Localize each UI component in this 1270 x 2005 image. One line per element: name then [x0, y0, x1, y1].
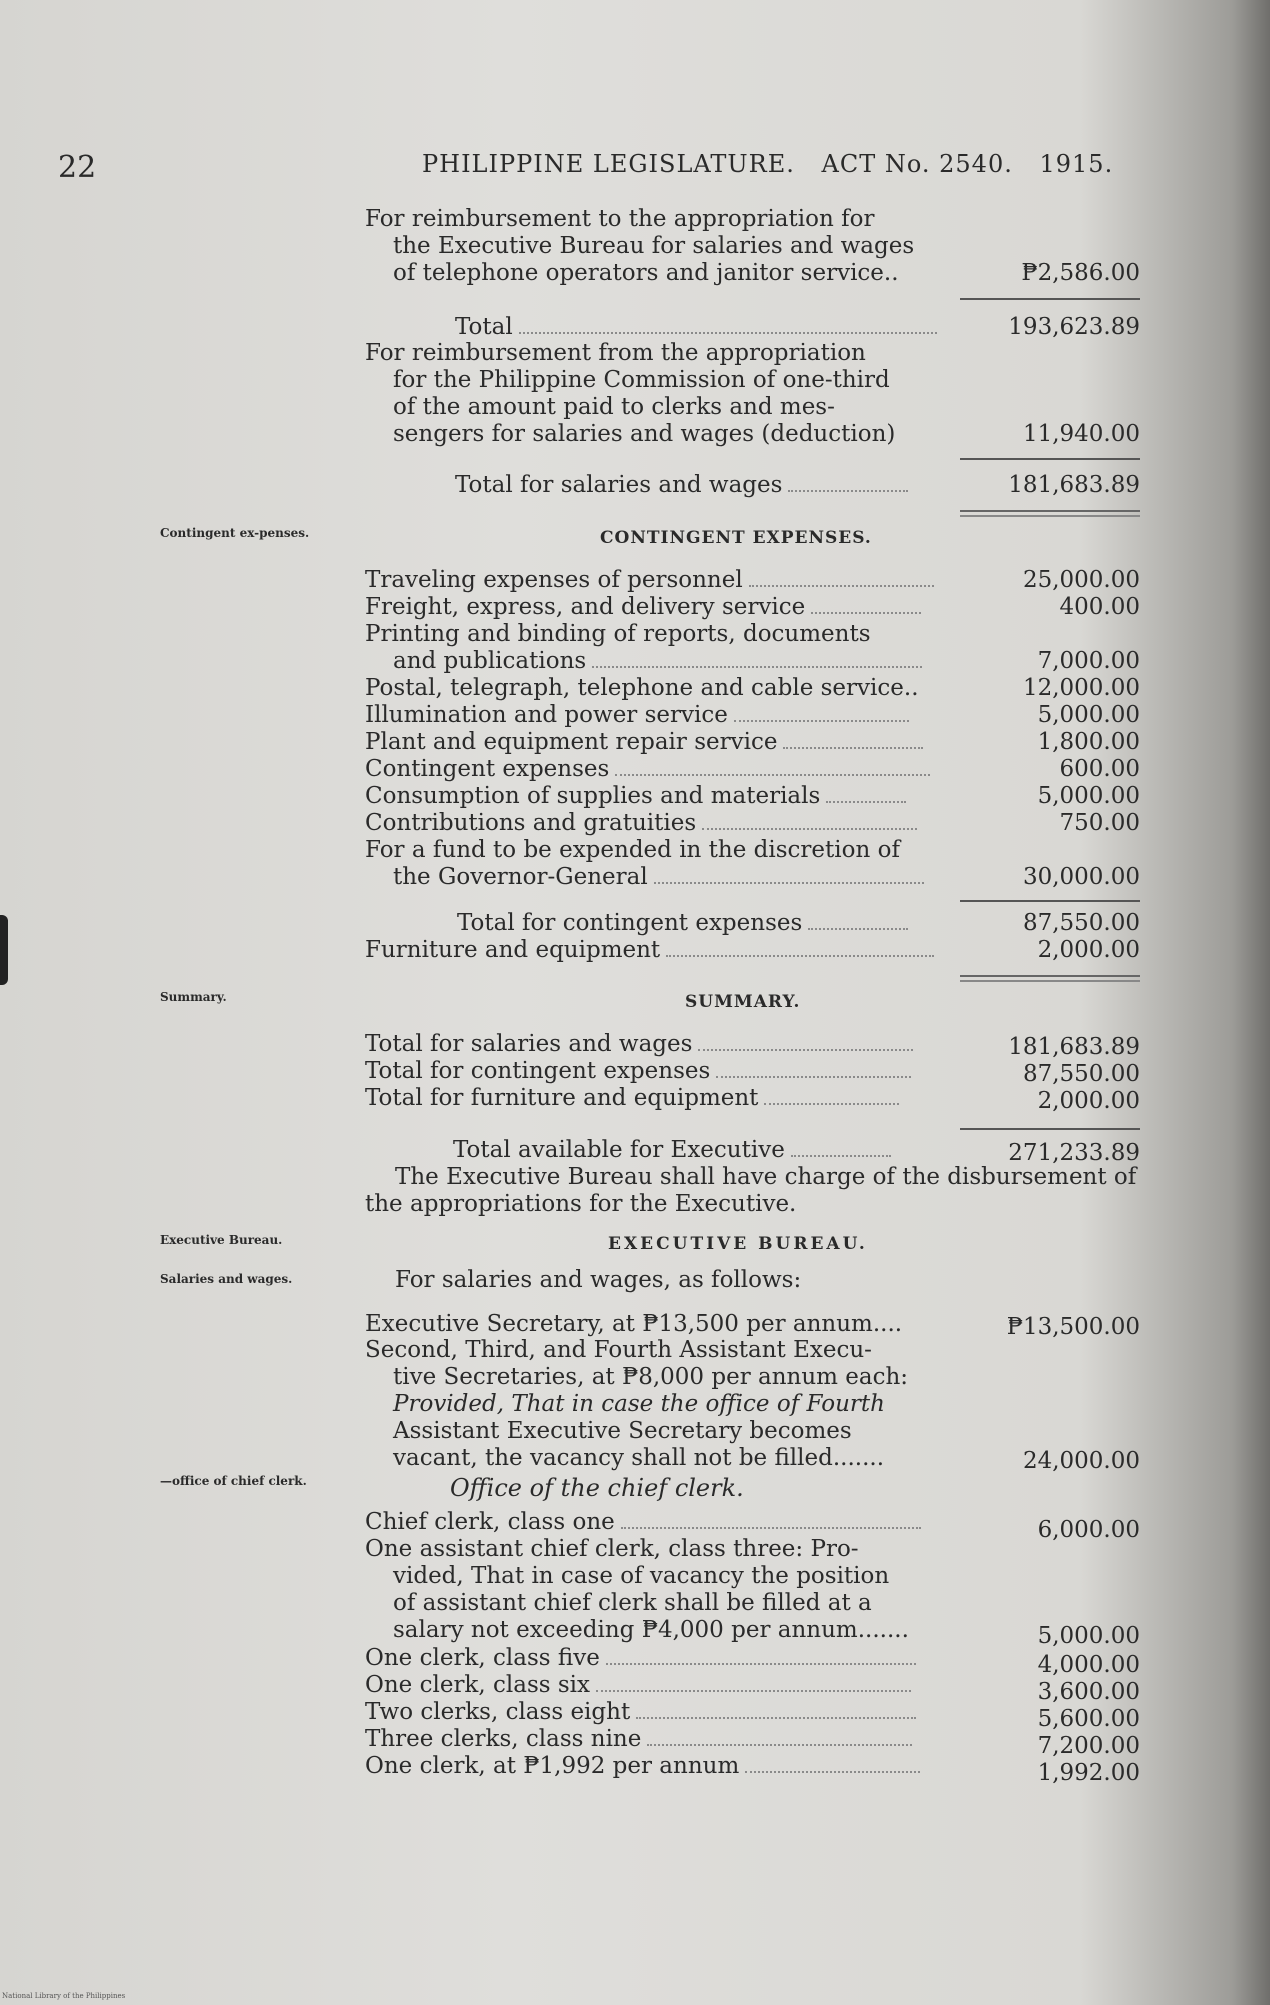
list-item: Traveling expenses of personnel — [365, 567, 960, 594]
list-item: the Governor-General — [365, 864, 960, 891]
reimburse-exec-desc: For reimbursement to the appropriation for the Executive Bureau for salaries and wages of telephone operators and janitor service.. — [365, 206, 915, 286]
running-head-year: 1915. — [1039, 150, 1114, 178]
list-item: Contingent expenses — [365, 756, 960, 783]
rule — [960, 458, 1140, 460]
page-number: 22 — [58, 150, 97, 185]
list-item: Plant and equipment repair service — [365, 729, 960, 756]
summary-amounts: 181,683.89 87,550.00 2,000.00 — [1008, 1034, 1140, 1114]
assistant-secretaries-amount: 24,000.00 — [1022, 1448, 1140, 1474]
list-item: Two clerks, class eight — [365, 1699, 960, 1726]
summary-list — [365, 1031, 960, 1112]
list-item: Consumption of supplies and materials — [365, 783, 960, 810]
furniture-amount: 2,000.00 — [1037, 937, 1140, 963]
list-item: and publications — [365, 648, 960, 675]
rule — [960, 900, 1140, 902]
running-head-act: ACT No. 2540. — [821, 150, 1013, 178]
list-item: Postal, telegraph, telephone and cable service.. — [365, 675, 919, 701]
reimburse-comm-amount: 11,940.00 — [1022, 421, 1140, 447]
rule — [960, 1128, 1140, 1130]
list-item: One clerk, at ₱1,992 per annum — [365, 1753, 960, 1780]
section-heading-summary: SUMMARY. — [685, 992, 801, 1012]
exec-secretary-line: Executive Secretary, at ₱13,500 per annum.... — [365, 1311, 903, 1337]
list-item: Printing and binding of reports, documents — [365, 621, 871, 647]
disbursement-paragraph: The Executive Bureau shall have charge of the disbursement of the appropriations for the Executive. — [365, 1164, 1137, 1217]
double-rule — [960, 975, 1140, 982]
margin-note-contingent: Contingent ex-penses. — [160, 526, 310, 540]
list-item: One clerk, class six — [365, 1672, 960, 1699]
list-item: Freight, express, and delivery service — [365, 594, 960, 621]
double-rule — [960, 510, 1140, 517]
list-item: Total for salaries and wages — [365, 1031, 960, 1058]
assistant-chief-clerk-amount: 5,000.00 — [1037, 1623, 1140, 1649]
total-salaries-line: Total for salaries and wages — [365, 472, 960, 499]
list-item: Contributions and gratuities — [365, 810, 960, 837]
total-amount: 193,623.89 — [1008, 314, 1140, 340]
furniture-line: Furniture and equipment — [365, 937, 960, 964]
section-heading-executive-bureau: EXECUTIVE BUREAU. — [608, 1234, 868, 1254]
contingent-amounts: 25,000.00 400.00 7,000.00 12,000.00 5,000.00 1,800.00 600.00 5,000.00 750.00 30,000.00 — [1022, 567, 1140, 890]
reimburse-comm-desc: For reimbursement from the appropriation for the Philippine Commission of one-third of the amount paid to clerks and mes- sengers for salaries and wages (deduction) — [365, 340, 896, 447]
chief-clerk-line: Chief clerk, class one — [365, 1509, 960, 1536]
assistant-secretaries: Second, Third, and Fourth Assistant Execu- tive Secretaries, at ₱8,000 per annum each: Provided, That in case the office of Fourth Assistant Executive Secretary becomes vacant, the vacancy shall not be filled....... — [365, 1337, 909, 1471]
margin-note-salaries: Salaries and wages. — [160, 1272, 293, 1286]
contingent-list — [365, 567, 960, 891]
list-item: Total for furniture and equipment — [365, 1085, 960, 1112]
list-item: Three clerks, class nine — [365, 1726, 960, 1753]
margin-note-summary: Summary. — [160, 990, 227, 1004]
total-salaries-amount: 181,683.89 — [1008, 472, 1140, 498]
rule — [960, 298, 1140, 300]
list-item: One clerk, class five — [365, 1645, 960, 1672]
total-contingent-amount: 87,550.00 — [1022, 910, 1140, 936]
assistant-chief-clerk: One assistant chief clerk, class three: Pro- vided, That in case of vacancy the position of assistant chief clerk shall be filled at a salary not exceeding ₱4,000 per annum....... — [365, 1536, 909, 1643]
list-item: Total for contingent expenses — [365, 1058, 960, 1085]
exec-secretary-amount: ₱13,500.00 — [1006, 1314, 1140, 1340]
margin-note-executive-bureau: Executive Bureau. — [160, 1233, 283, 1247]
running-head — [422, 150, 1131, 178]
list-item: Illumination and power service — [365, 702, 960, 729]
reimburse-exec-amount: ₱2,586.00 — [1021, 260, 1140, 286]
chief-clerk-amount: 6,000.00 — [1037, 1517, 1140, 1543]
list-item: For a fund to be expended in the discretion of — [365, 837, 900, 863]
total-available-line: Total available for Executive — [365, 1137, 960, 1164]
clerk-list — [365, 1645, 960, 1780]
binding-mark — [0, 915, 8, 985]
clerk-amounts: 4,000.00 3,600.00 5,600.00 7,200.00 1,992.00 — [1037, 1652, 1140, 1786]
total-available-amount: 271,233.89 — [1008, 1140, 1140, 1166]
subheading-chief-clerk: Office of the chief clerk. — [450, 1474, 744, 1502]
salaries-intro: For salaries and wages, as follows: — [395, 1267, 802, 1293]
margin-note-chief-clerk: —office of chief clerk. — [160, 1474, 307, 1488]
section-heading-contingent: CONTINGENT EXPENSES. — [600, 528, 872, 548]
running-head-title: PHILIPPINE LEGISLATURE. — [422, 150, 795, 178]
total-line: Total — [365, 314, 960, 341]
scan-credit: National Library of the Philippines — [2, 1992, 126, 2000]
total-contingent-line: Total for contingent expenses — [365, 910, 960, 937]
